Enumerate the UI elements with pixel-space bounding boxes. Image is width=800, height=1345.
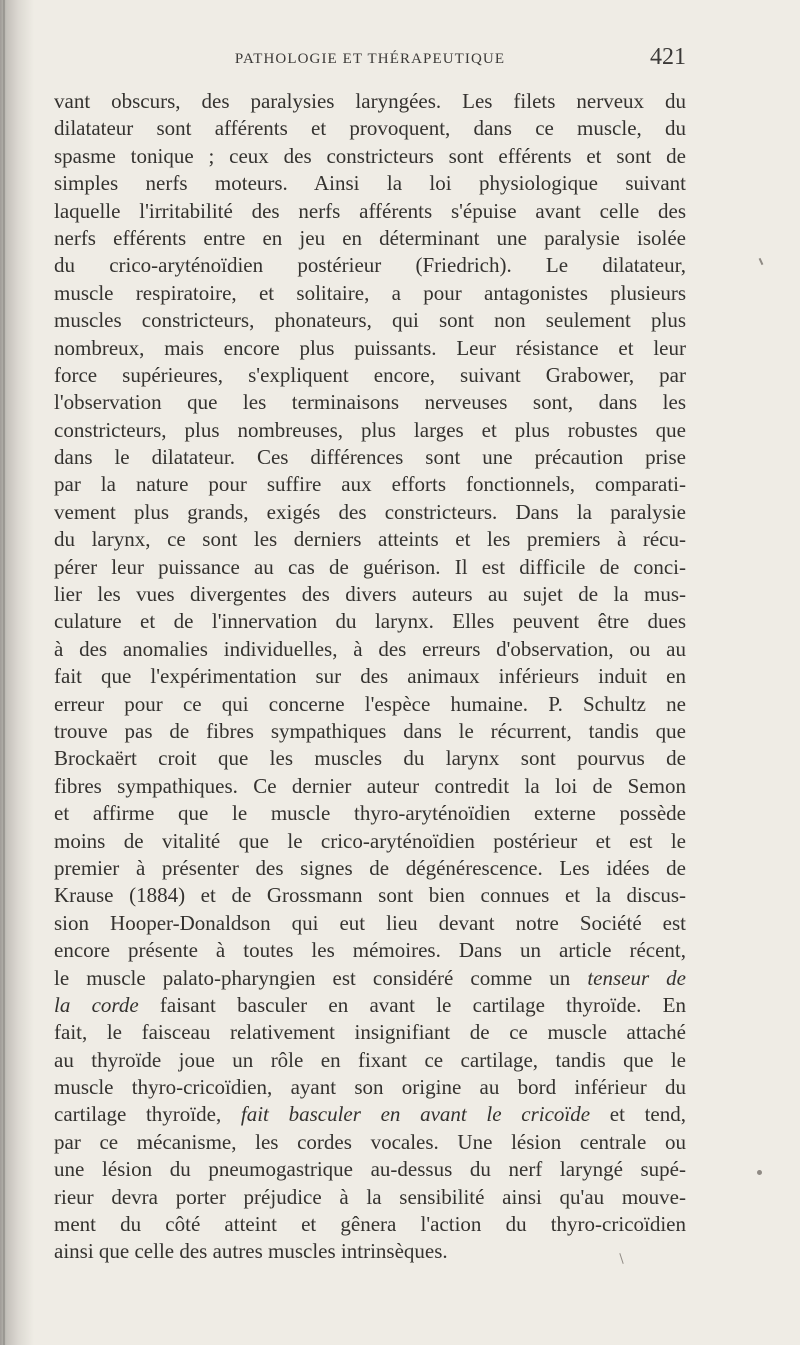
text-line: et affirme que le muscle thyro-aryténoïdien externe possède (54, 801, 686, 826)
text-line: spasme tonique ; ceux des constricteurs sont efférents et sont de (54, 143, 686, 168)
text-line: Brockaërt croit que les muscles du larynx sont pourvus de (54, 746, 686, 771)
text-line: pérer leur puissance au cas de guérison. Il est difficile de conci- (54, 554, 686, 579)
body-paragraph (54, 88, 686, 1266)
text-line: ment du côté atteint et gênera l'action du thyro-cricoïdien (54, 1212, 686, 1237)
text-line: dans le dilatateur. Ces différences sont une précaution prise (54, 445, 686, 470)
text-line: le muscle palato-pharyngien est considéré comme un tenseur de (54, 965, 686, 990)
text-line: nombreux, mais encore plus puissants. Leur résistance et leur (54, 335, 686, 360)
text-line: rieur devra porter préjudice à la sensibilité ainsi qu'au mouve- (54, 1184, 686, 1209)
scan-speck (759, 258, 764, 265)
text-line: fait que l'expérimentation sur des animaux inférieurs induit en (54, 664, 686, 689)
text-line: lier les vues divergentes des divers auteurs au sujet de la mus- (54, 582, 686, 607)
italic-text: la corde (54, 992, 139, 1017)
text-line: erreur pour ce qui concerne l'espèce humaine. P. Schultz ne (54, 691, 686, 716)
text-line: muscle thyro-cricoïdien, ayant son origine au bord inférieur du (54, 1075, 686, 1100)
text-line: la corde faisant basculer en avant le cartilage thyroïde. En (54, 992, 686, 1017)
text-line: ainsi que celle des autres muscles intrinsèques. (54, 1239, 448, 1264)
text-line: dilatateur sont afférents et provoquent, dans ce muscle, du (54, 116, 686, 141)
text-line: du larynx, ce sont les derniers atteints et les premiers à récu- (54, 527, 686, 552)
text-line: laquelle l'irritabilité des nerfs afférents s'épuise avant celle des (54, 198, 686, 223)
text-line: vement plus grands, exigés des constricteurs. Dans la paralysie (54, 499, 686, 524)
text-line: sion Hooper-Donaldson qui eut lieu devant notre Société est (54, 910, 686, 935)
italic-text: tenseur de (587, 965, 686, 990)
text-line: par ce mécanisme, les cordes vocales. Une lésion centrale ou (54, 1129, 686, 1154)
scan-speck (757, 1170, 762, 1175)
page-header (54, 44, 686, 78)
text-line: l'observation que les terminaisons nerveuses sont, dans les (54, 390, 686, 415)
text-line: à des anomalies individuelles, à des erreurs d'observation, ou au (54, 636, 686, 661)
binding-shadow (0, 0, 34, 1345)
text-line: trouve pas de fibres sympathiques dans le récurrent, tandis que (54, 718, 686, 743)
text-line: muscles constricteurs, phonateurs, qui sont non seulement plus (54, 308, 686, 333)
text-line: moins de vitalité que le crico-aryténoïdien postérieur et est le (54, 828, 686, 853)
binding-edge (3, 0, 5, 1345)
text-line: Krause (1884) et de Grossmann sont bien connues et la discus- (54, 883, 686, 908)
page-number: 421 (650, 44, 686, 70)
text-line: simples nerfs moteurs. Ainsi la loi physiologique suivant (54, 171, 686, 196)
text-line: une lésion du pneumogastrique au-dessus du nerf laryngé supé- (54, 1157, 686, 1182)
text-line: force supérieures, s'expliquent encore, suivant Grabower, par (54, 362, 686, 387)
text-line: vant obscurs, des paralysies laryngées. Les filets nerveux du (54, 89, 686, 113)
text-line: muscle respiratoire, et solitaire, a pour antagonistes plusieurs (54, 280, 686, 305)
text-line: premier à présenter des signes de dégénérescence. Les idées de (54, 855, 686, 880)
text-line: du crico-aryténoïdien postérieur (Friedrich). Le dilatateur, (54, 253, 686, 278)
italic-text: fait basculer en avant le cricoïde (240, 1102, 591, 1127)
text-line: au thyroïde joue un rôle en fixant ce cartilage, tandis que le (54, 1047, 686, 1072)
text-line: fait, le faisceau relativement insignifiant de ce muscle attaché (54, 1020, 686, 1045)
text-line: par la nature pour suffire aux efforts fonctionnels, comparati- (54, 472, 686, 497)
running-head: PATHOLOGIE ET THÉRAPEUTIQUE (234, 51, 506, 67)
text-line: culature et de l'innervation du larynx. Elles peuvent être dues (54, 609, 686, 634)
text-line: cartilage thyroïde, fait basculer en avant le cricoïde et tend, (54, 1102, 687, 1127)
text-line: fibres sympathiques. Ce dernier auteur contredit la loi de Semon (54, 773, 686, 798)
text-line: nerfs efférents entre en jeu en déterminant une paralysie isolée (54, 225, 686, 250)
text-line: constricteurs, plus nombreuses, plus larges et plus robustes que (54, 417, 686, 442)
text-line: encore présente à toutes les mémoires. Dans un article récent, (54, 938, 686, 963)
